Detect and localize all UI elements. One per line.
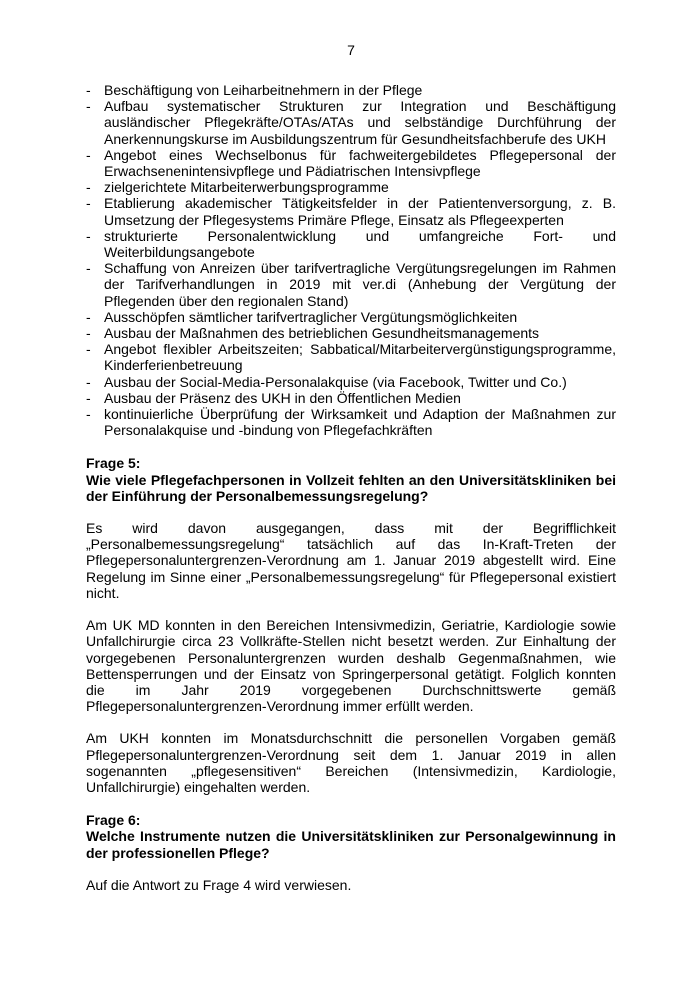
question-6 — [86, 812, 616, 861]
list-item-text: Ausschöpfen sämtlicher tarifvertraglicher Vergütungsmöglichkeiten — [104, 308, 518, 325]
list-item-text: Angebot flexibler Arbeitszeiten; Sabbatical/Mitarbeitervergünstigungsprogramme, Kinderferienbetreuung — [104, 341, 616, 374]
list-item — [86, 309, 616, 325]
list-item — [86, 98, 616, 147]
bullet-dash: - — [86, 389, 91, 406]
list-item-text: kontinuierliche Überprüfung der Wirksamkeit und Adaption der Maßnahmen zur Personalakquise und -bindung von Pflegefachkräften — [104, 406, 616, 439]
list-item — [86, 325, 616, 341]
list-item — [86, 228, 616, 260]
bullet-dash: - — [86, 179, 91, 196]
list-item — [86, 195, 616, 227]
list-item-text: zielgerichtete Mitarbeiterwerbungsprogramme — [104, 179, 389, 196]
list-item — [86, 147, 616, 179]
question-5-text: Wie viele Pflegefachpersonen in Vollzeit fehlten an den Universitätskliniken bei der Einführung der Personalbemessungsregelung? — [86, 471, 616, 504]
bullet-dash: - — [86, 260, 91, 277]
list-item — [86, 406, 616, 438]
question-5 — [86, 455, 616, 504]
list-item-text: Ausbau der Maßnahmen des betrieblichen Gesundheitsmanagements — [104, 325, 540, 342]
list-item-text: Ausbau der Präsenz des UKH in den Öffentlichen Medien — [104, 389, 461, 406]
bullet-dash: - — [86, 98, 91, 115]
question-6-text: Welche Instrumente nutzen die Universitätskliniken zur Personalgewinnung in der professionellen Pflege? — [86, 828, 616, 861]
list-item — [86, 260, 616, 309]
list-item-text: Angebot eines Wechselbonus für fachweitergebildetes Pflegepersonal der Erwachsenenintensivpflege und Pädiatrischen Intensivpflege — [104, 146, 616, 180]
bullet-dash: - — [86, 82, 91, 98]
page-number: 7 — [347, 42, 355, 58]
answer-5-paragraph-3: Am UKH konnten im Monatsdurchschnitt die personellen Vorgaben gemäß Pflegepersonaluntergrenzen-Verordnung seit dem 1. Januar 2019 in allen sogenannten „pflegesensitiven“ Bereichen (Intensivmedizin, Kardiologie, Unfallchirurgie) eingehalten werden. — [86, 730, 616, 795]
bullet-dash: - — [86, 146, 91, 163]
bullet-dash: - — [86, 195, 91, 212]
list-item-text: Schaffung von Anreizen über tarifvertragliche Vergütungsregelungen im Rahmen der Tarifverhandlungen in 2019 mit ver.di (Anhebung der Vergütung der Pflegenden über den regionalen Stand) — [104, 260, 616, 309]
list-item — [86, 341, 616, 373]
list-item-text: strukturierte Personalentwicklung und umfangreiche Fort- und Weiterbildungsangebote — [104, 227, 616, 261]
list-item — [86, 374, 616, 390]
bullet-dash: - — [86, 406, 91, 423]
bullet-dash: - — [86, 373, 91, 390]
answer-5-paragraph-1: Es wird davon ausgegangen, dass mit der Begrifflichkeit „Personalbemessungsregelung“ tatsächlich auf das In-Kraft-Treten der Pflegepersonaluntergrenzen-Verordnung am 1. Januar 2019 abgestellt wird. Eine Regelung im Sinne einer „Personalbemessungsregelung“ für Pflegepersonal existiert nicht. — [86, 520, 616, 601]
answer-5-paragraph-2: Am UK MD konnten in den Bereichen Intensivmedizin, Geriatrie, Kardiologie sowie Unfallchirurgie circa 23 Vollkräfte-Stellen nicht besetzt werden. Zur Einhaltung der vorgegebenen Personaluntergrenzen wurden deshalb Gegenmaßnahmen, wie Bettensperrungen und der Einsatz von Springerpersonal getätigt. Folglich konnten die im Jahr 2019 vorgegebenen Durchschnittswerte gemäß Pflegepersonaluntergrenzen-Verordnung immer erfüllt werden. — [86, 617, 616, 715]
list-item-text: Beschäftigung von Leiharbeitnehmern in der Pflege — [104, 82, 423, 98]
question-6-title: Frage 6: — [86, 812, 141, 829]
list-item — [86, 390, 616, 406]
list-item-text: Etablierung akademischer Tätigkeitsfelder in der Patientenversorgung, z. B. Umsetzung der Pflegesystems Primäre Pflege, Einsatz als Pflegeexperten — [104, 195, 616, 228]
bullet-dash: - — [86, 325, 91, 342]
list-item — [86, 179, 616, 195]
list-item — [86, 82, 616, 98]
list-item-text: Ausbau der Social-Media-Personalakquise (via Facebook, Twitter und Co.) — [104, 373, 567, 390]
bullet-dash: - — [86, 341, 91, 358]
question-5-title: Frage 5: — [86, 455, 141, 472]
answer-6-paragraph-1: Auf die Antwort zu Frage 4 wird verwiesen. — [86, 876, 352, 893]
measures-list — [86, 82, 616, 438]
bullet-dash: - — [86, 308, 91, 325]
list-item-text: Aufbau systematischer Strukturen zur Integration und Beschäftigung ausländischer Pflegekräfte/OTAs/ATAs und selbständige Durchführung der Anerkennungskurse im Ausbildungszentrum für Gesundheitsfachberufe des UKH — [104, 98, 616, 147]
bullet-dash: - — [86, 227, 91, 244]
